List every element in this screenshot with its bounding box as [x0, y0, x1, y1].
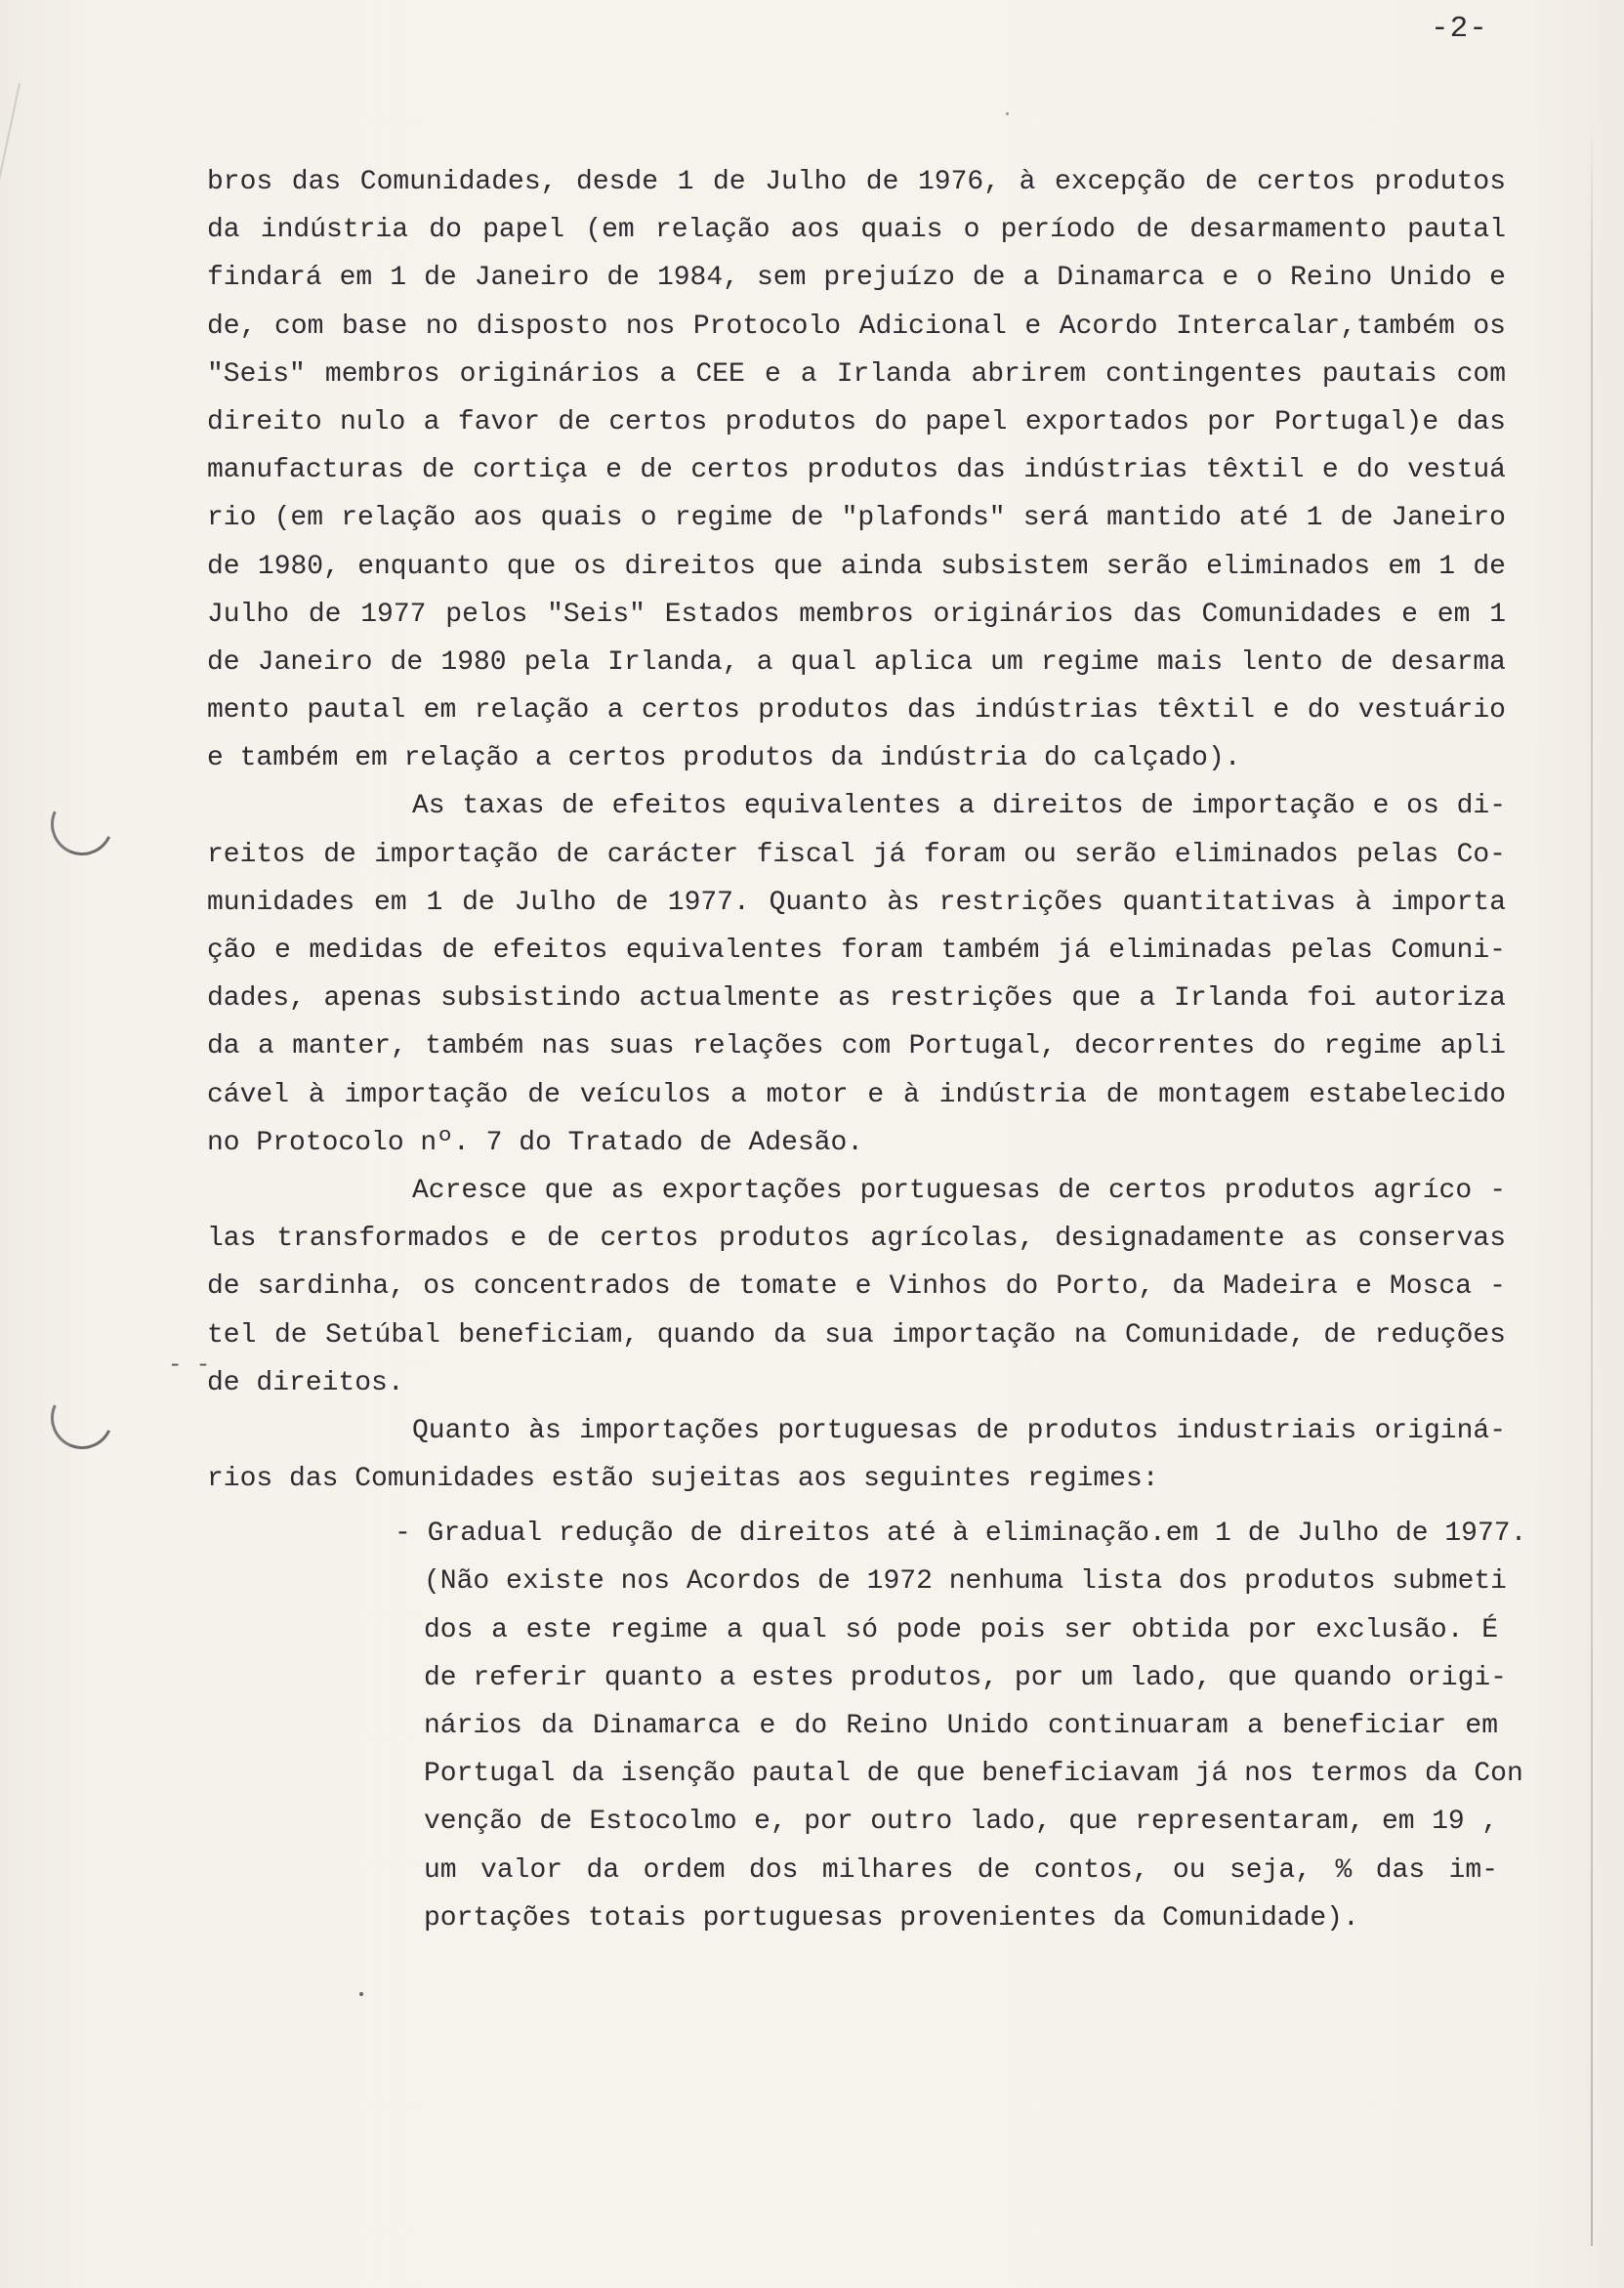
text-line: portações totais portuguesas provenientes da Comunidade).: [424, 1902, 1359, 1934]
margin-pencil-mark: [0, 83, 78, 210]
text-line: (Não existe nos Acordos de 1972 nenhuma lista dos produtos submeti: [424, 1566, 1507, 1598]
punch-hole-bottom: [42, 1378, 122, 1458]
speck-mark: [359, 1992, 363, 1996]
paragraph-3: [207, 1167, 1506, 1407]
text-line: manufacturas de cortiça e de certos produtos das indústrias têxtil e do vestuá: [207, 455, 1506, 486]
text-line: rio (em relação aos quais o regime de "plafonds" será mantido até 1 de Janeiro: [207, 503, 1506, 534]
text-line: Portugal da isenção pautal de que beneficiavam já nos termos da Con: [424, 1759, 1523, 1790]
text-line: las transformados e de certos produtos agrícolas, designadamente as conservas: [207, 1224, 1506, 1255]
text-line: bros das Comunidades, desde 1 de Julho de 1976, à excepção de certos produtos: [207, 167, 1506, 197]
text-line: rios das Comunidades estão sujeitas aos seguintes regimes:: [207, 1464, 1159, 1495]
text-line: e também em relação a certos produtos da indústria do calçado).: [207, 743, 1241, 774]
text-line: reitos de importação de carácter fiscal já foram ou serão eliminados pelas Co-: [207, 839, 1506, 870]
text-line: Acresce que as exportações portuguesas de certos produtos agríco -: [412, 1175, 1506, 1206]
text-line: As taxas de efeitos equivalentes a direitos de importação e os di-: [412, 791, 1506, 822]
text-line: mento pautal em relação a certos produtos das indústrias têxtil e do vestuário: [207, 695, 1506, 727]
text-line: dos a este regime a qual só pode pois ser obtida por exclusão. É: [424, 1614, 1498, 1645]
text-line: findará em 1 de Janeiro de 1984, sem prejuízo de a Dinamarca e o Reino Unido e: [207, 263, 1506, 294]
text-line: cável à importação de veículos a motor e à indústria de montagem estabelecido: [207, 1079, 1506, 1110]
text-line: de sardinha, os concentrados de tomate e Vinhos do Porto, da Madeira e Mosca -: [207, 1271, 1506, 1303]
text-line: da indústria do papel (em relação aos quais o período de desarmamento pautal: [207, 215, 1506, 246]
text-line: Quanto às importações portuguesas de produtos industriais originá-: [412, 1415, 1506, 1446]
text-line: da a manter, também nas suas relações com Portugal, decorrentes do regime apli: [207, 1031, 1506, 1062]
text-line: munidades em 1 de Julho de 1977. Quanto às restrições quantitativas à importa: [207, 887, 1506, 918]
paragraph-2: [207, 782, 1506, 1167]
paragraph-1: [207, 158, 1506, 782]
text-line: ção e medidas de efeitos equivalentes foram também já eliminadas pelas Comuni-: [207, 936, 1506, 966]
speck-mark: [1006, 112, 1009, 115]
text-line: de 1980, enquanto que os direitos que ainda subsistem serão eliminados em 1 de: [207, 551, 1506, 582]
text-line: de, com base no disposto nos Protocolo Adicional e Acordo Intercalar,também os: [207, 311, 1506, 342]
body-text: [207, 158, 1527, 1942]
text-line: venção de Estocolmo e, por outro lado, que representaram, em 19 ,: [424, 1807, 1498, 1838]
text-line: tel de Setúbal beneficiam, quando da sua importação na Comunidade, de reduções: [207, 1319, 1506, 1351]
text-line: de referir quanto a estes produtos, por um lado, que quando origi-: [424, 1662, 1507, 1693]
text-line: um valor da ordem dos milhares de contos, ou seja, % das im-: [424, 1854, 1498, 1886]
text-line: Julho de 1977 pelos "Seis" Estados membros originários das Comunidades e em 1: [207, 599, 1506, 630]
text-line: de Janeiro de 1980 pela Irlanda, a qual aplica um regime mais lento de desarma: [207, 646, 1506, 678]
page-number: -2-: [1431, 12, 1488, 46]
paragraph-4: [207, 1407, 1506, 1503]
text-line: "Seis" membros originários a CEE e a Irlanda abrirem contingentes pautais com: [207, 358, 1506, 390]
text-line: - Gradual redução de direitos até à eliminação.em 1 de Julho de 1977.: [395, 1518, 1527, 1550]
bullet-item: [207, 1510, 1527, 1942]
text-line: direito nulo a favor de certos produtos do papel exportados por Portugal)e das: [207, 406, 1506, 437]
text-line: dades, apenas subsistindo actualmente as restrições que a Irlanda foi autoriza: [207, 983, 1506, 1015]
text-line: nários da Dinamarca e do Reino Unido continuaram a beneficiar em: [424, 1711, 1498, 1741]
punch-hole-top: [42, 784, 122, 864]
text-line: de direitos.: [207, 1367, 404, 1398]
page-edge-line: [1591, 117, 1593, 2246]
margin-dash-mark: - -: [168, 1352, 211, 1379]
text-line: no Protocolo nº. 7 do Tratado de Adesão.: [207, 1127, 864, 1158]
